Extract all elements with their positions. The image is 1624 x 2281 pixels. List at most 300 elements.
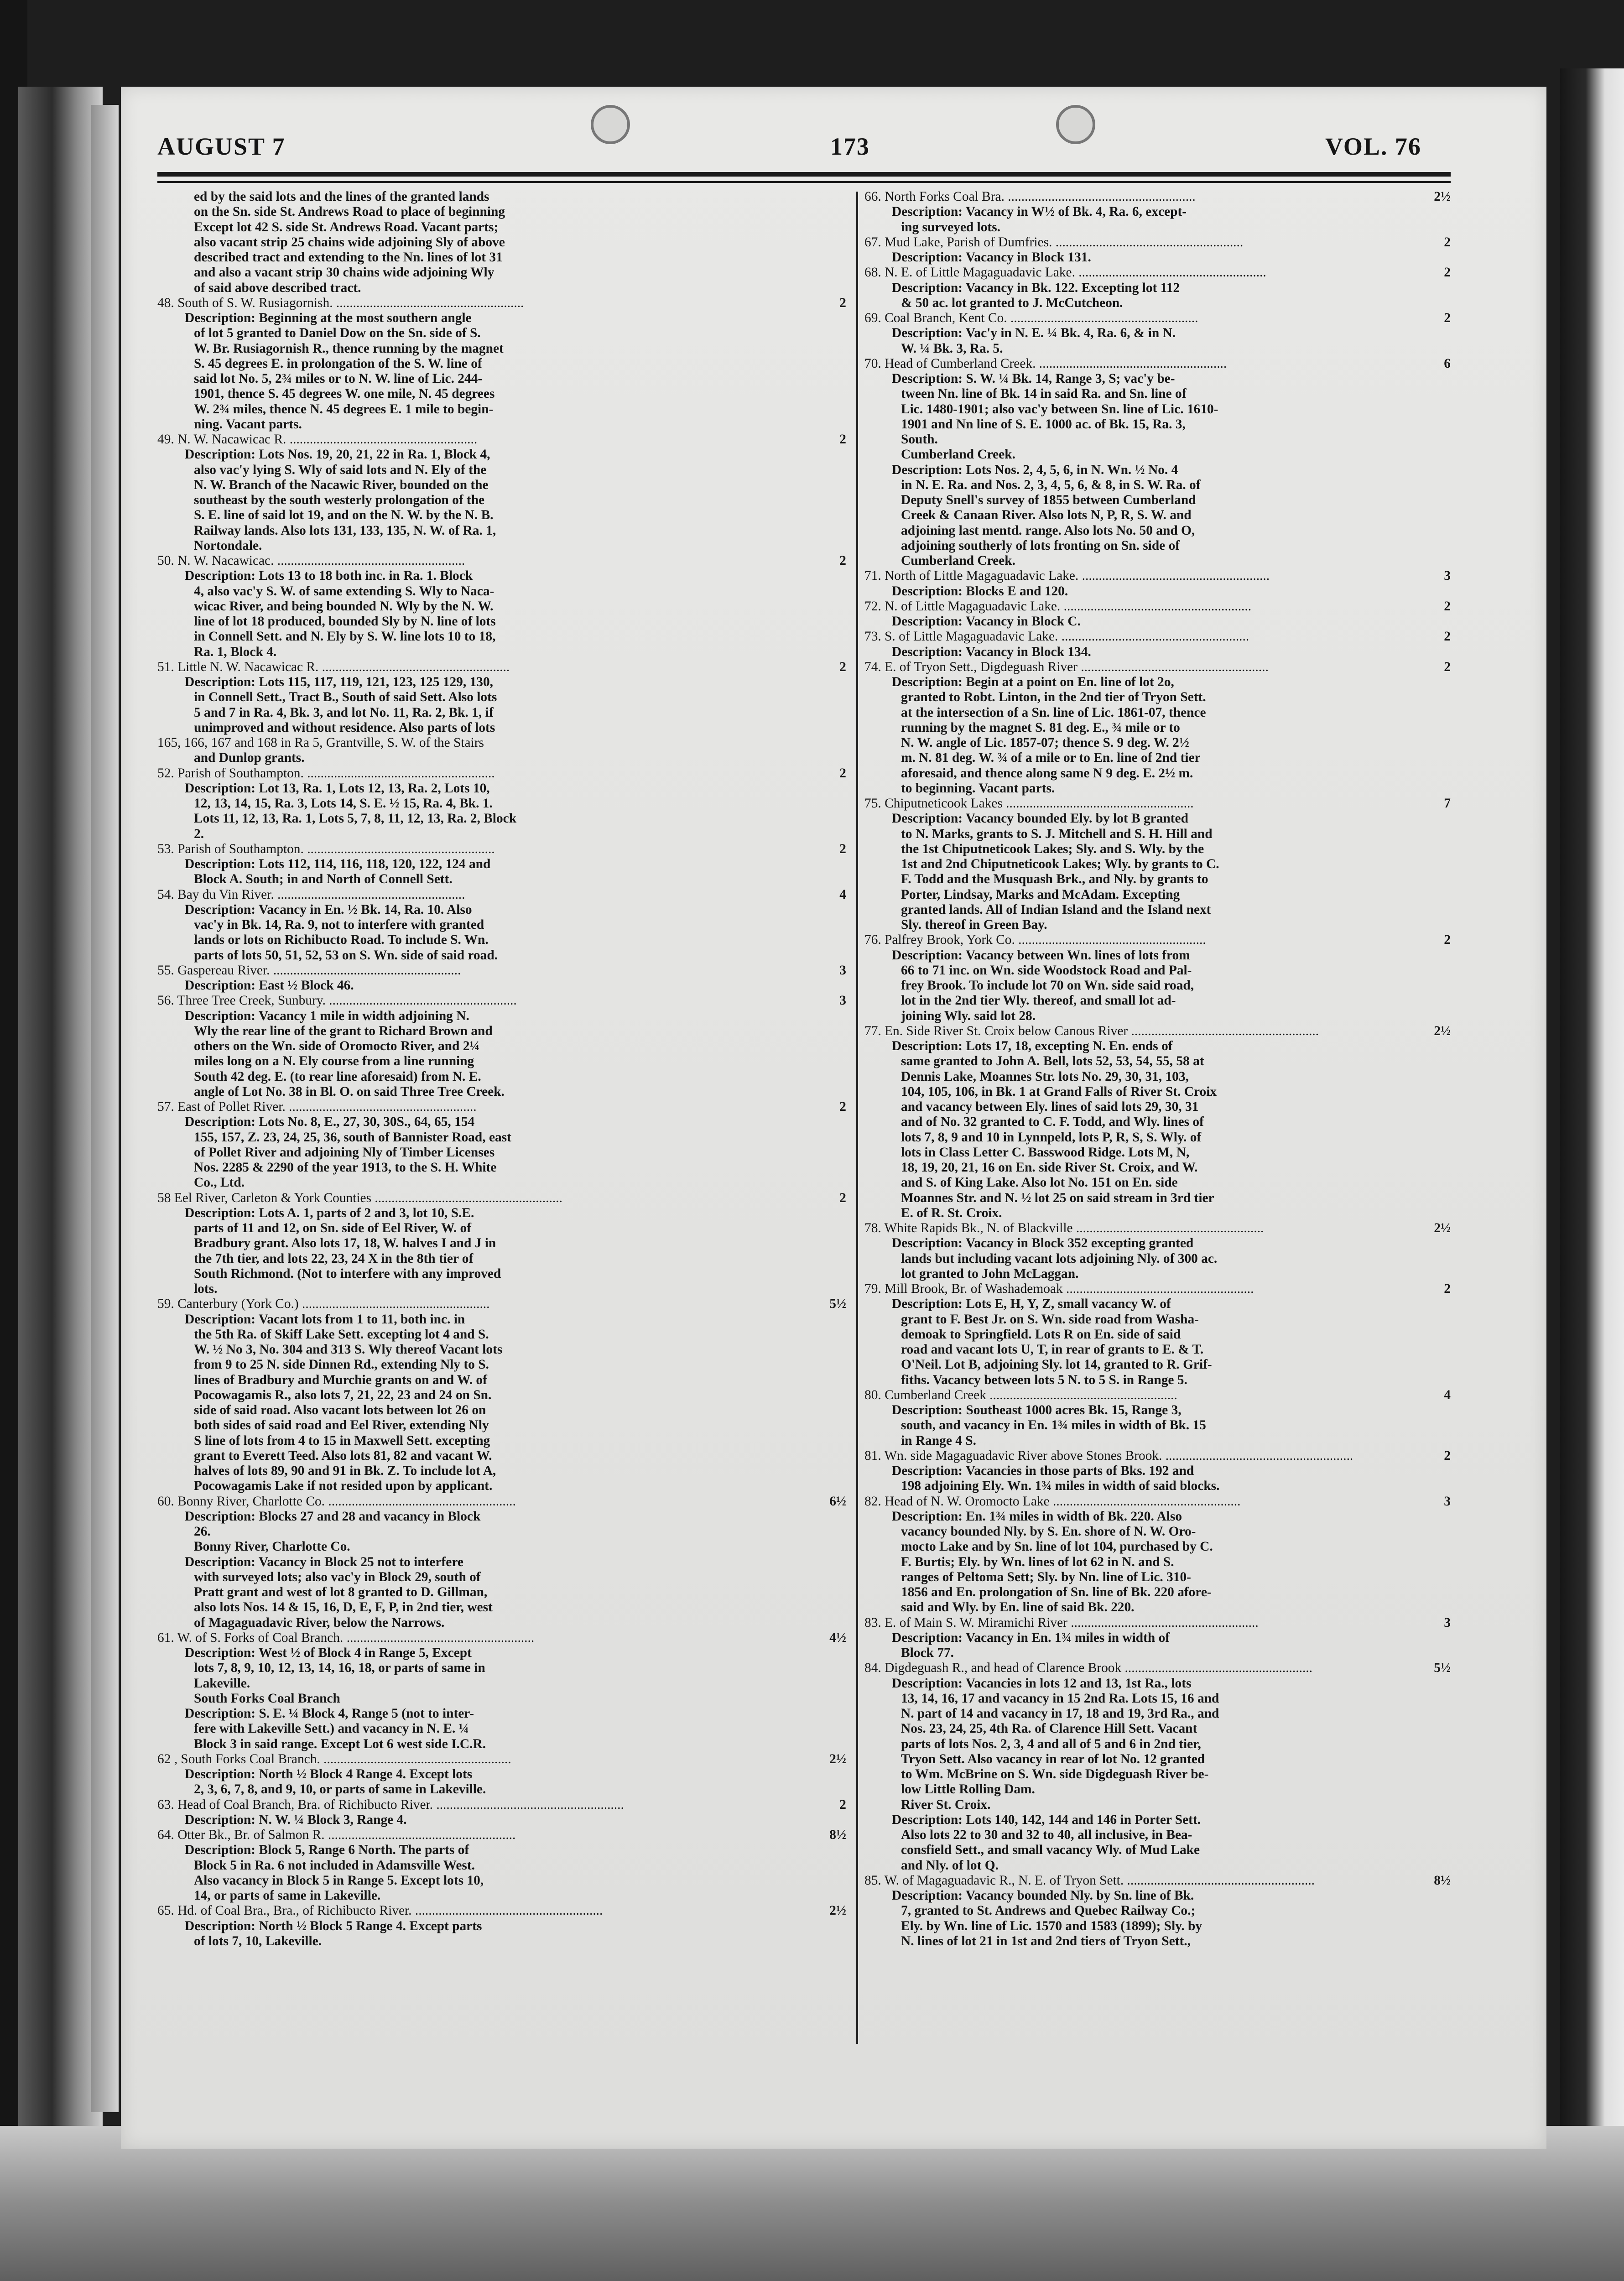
entry-text-line <box>864 1191 1451 1206</box>
line-text: 57. East of Pollet River. ........................................................ <box>157 1099 477 1114</box>
entry-text-line <box>864 1251 1451 1266</box>
line-text: 78. White Rapids Bk., N. of Blackville ........................................................ <box>864 1221 1264 1235</box>
entry-text-line <box>864 447 1451 462</box>
entry-heading-line <box>157 1828 846 1843</box>
line-text: to Wm. McBrine on S. Wn. side Digdeguash River be- <box>901 1767 1209 1781</box>
line-text: Description: Vac'y in N. E. ¼ Bk. 4, Ra. 6, & in N. <box>892 326 1176 341</box>
line-text: South 42 deg. E. (to rear line aforesaid) from N. E. <box>194 1069 481 1084</box>
line-text: Description: Lots Nos. 19, 20, 21, 22 in Ra. 1, Block 4, <box>185 447 490 462</box>
entry-text-line <box>864 538 1451 553</box>
entry-heading-line <box>864 1615 1451 1630</box>
entry-value: 2 <box>1444 599 1451 614</box>
line-text: Description: Lots 115, 117, 119, 121, 123, 125 129, 130, <box>185 675 493 689</box>
entry-text-line <box>157 1206 846 1221</box>
entry-text-line <box>864 296 1451 311</box>
line-text: 56. Three Tree Creek, Sunbury. ........................................................ <box>157 993 517 1008</box>
entry-text-line <box>864 1509 1451 1524</box>
entry-value: 2 <box>1444 265 1451 280</box>
line-text: 18, 19, 20, 21, 16 on En. side River St. Croix, and W. <box>901 1160 1198 1175</box>
entry-text-line <box>157 356 846 371</box>
line-text: Description: Vacancy in W½ of Bk. 4, Ra. 6, except- <box>892 204 1187 219</box>
entry-text-line <box>157 675 846 690</box>
entry-text-line <box>157 917 846 932</box>
line-text: road and vacant lots U, T, in rear of grants to E. & T. <box>901 1342 1204 1357</box>
entry-text-line <box>864 371 1451 386</box>
entry-text-line <box>157 1160 846 1175</box>
entry-text-line <box>157 1130 846 1145</box>
line-text: 52. Parish of Southampton. ........................................................ <box>157 766 495 781</box>
line-text: Also vacancy in Block 5 in Range 5. Except lots 10, <box>194 1873 484 1888</box>
entry-text-line <box>864 1676 1451 1691</box>
entry-text-line <box>157 1858 846 1873</box>
entry-heading-line <box>864 660 1451 675</box>
entry-text-line <box>864 1433 1451 1448</box>
entry-value: 6 <box>1444 356 1451 371</box>
line-text: Railway lands. Also lots 131, 133, 135, N. W. of Ra. 1, <box>194 523 496 538</box>
line-text: of Pollet River and adjoining Nly of Timber Licenses <box>194 1145 495 1160</box>
entry-text-line <box>157 796 846 811</box>
entry-value: 2 <box>1444 1281 1451 1296</box>
line-text: Description: Lots Nos. 2, 4, 5, 6, in N. Wn. ½ No. 4 <box>892 462 1178 477</box>
entry-text-line <box>864 1812 1451 1828</box>
line-text: halves of lots 89, 90 and 91 in Bk. Z. To include lot A, <box>194 1463 496 1478</box>
entry-text-line <box>864 1403 1451 1418</box>
line-text: from 9 to 25 N. side Dinnen Rd., extending Nly to S. <box>194 1357 489 1372</box>
line-text: 75. Chiputneticook Lakes ........................................................ <box>864 796 1194 811</box>
entry-text-line <box>157 827 846 842</box>
entry-text-line <box>157 493 846 508</box>
entry-text-line <box>864 1797 1451 1812</box>
line-text: of lots 7, 10, Lakeville. <box>194 1933 322 1948</box>
line-text: 54. Bay du Vin River. ........................................................ <box>157 887 465 902</box>
entry-text-line <box>157 1357 846 1372</box>
entry-value: 2 <box>1444 932 1451 948</box>
entry-text-line <box>157 1251 846 1266</box>
entry-text-line <box>864 1752 1451 1767</box>
line-text: lots 7, 8, 9 and 10 in Lynnpeld, lots P, R, S, S. Wly. of <box>901 1130 1202 1145</box>
line-text: lands but including vacant lots adjoining Nly. of 300 ac. <box>901 1251 1218 1266</box>
line-text: southeast by the south westerly prolongation of the <box>194 493 485 507</box>
entry-text-line <box>864 993 1451 1008</box>
entry-heading-line <box>157 1191 846 1206</box>
line-text: N. part of 14 and vacancy in 17, 18 and 19, 3rd Ra., and <box>901 1706 1219 1721</box>
entry-text-line <box>157 1039 846 1054</box>
line-text: and of No. 32 granted to C. F. Todd, and Wly. lines of <box>901 1114 1204 1130</box>
entry-text-line <box>864 978 1451 993</box>
entry-text-line <box>157 902 846 917</box>
line-text: Description: Vacancy in Block 352 excepting granted <box>892 1236 1194 1251</box>
line-text: Except lot 42 S. side St. Andrews Road. Vacant parts; <box>194 219 499 234</box>
entry-text-line <box>864 1570 1451 1585</box>
line-text: to N. Marks, grants to S. J. Mitchell and S. H. Hill and <box>901 826 1213 841</box>
line-text: Co., Ltd. <box>194 1175 245 1190</box>
entry-heading-line <box>864 629 1451 644</box>
line-text: 64. Otter Bk., Br. of Salmon R. ........................................................ <box>157 1828 516 1842</box>
line-text: Also lots 22 to 30 and 32 to 40, all inclusive, in Bea- <box>901 1828 1192 1842</box>
entry-value: 2 <box>839 295 846 310</box>
entry-heading-line <box>864 1388 1451 1403</box>
entry-value: 5½ <box>1434 1661 1451 1676</box>
line-text: Moannes Str. and N. ½ lot 25 on said stream in 3rd tier <box>901 1190 1214 1205</box>
entry-text-line <box>864 1524 1451 1539</box>
entry-value: 2½ <box>1434 1221 1451 1235</box>
line-text: said and Wly. by En. line of said Bk. 220. <box>901 1600 1135 1615</box>
entry-text-line <box>157 1706 846 1721</box>
entry-text-line <box>864 1327 1451 1342</box>
entry-text-line <box>157 978 846 993</box>
line-text: 4, also vac'y S. W. of same extending S. Wly to Naca- <box>194 583 494 599</box>
line-text: Cumberland Creek. <box>901 553 1015 568</box>
entry-text-line <box>864 1084 1451 1099</box>
entry-text-line <box>157 1873 846 1888</box>
line-text: F. Todd and the Musquash Brk., and Nly. by grants to <box>901 872 1208 887</box>
line-text: lines of Bradbury and Murchie grants on and W. of <box>194 1372 487 1387</box>
line-text: 59. Canterbury (York Co.) ........................................................ <box>157 1297 490 1312</box>
entry-text-line <box>157 1281 846 1297</box>
entry-text-line <box>157 204 846 219</box>
line-text: the 7th tier, and lots 22, 23, 24 X in the 8th tier of <box>194 1251 474 1266</box>
entry-value: 2½ <box>829 1751 846 1766</box>
entry-text-line <box>157 1114 846 1130</box>
entry-text-line <box>157 1767 846 1782</box>
line-text: 165, 166, 167 and 168 in Ra 5, Grantville, S. W. of the Stairs <box>157 735 484 750</box>
entry-text-line <box>157 1236 846 1251</box>
entry-text-line <box>157 750 846 766</box>
entry-text-line <box>157 1221 846 1236</box>
line-text: granted to Robt. Linton, in the 2nd tier of Tryon Sett. <box>901 690 1206 705</box>
entry-text-line <box>157 1403 846 1418</box>
line-text: 13, 14, 16, 17 and vacancy in 15 2nd Ra. Lots 15, 16 and <box>901 1691 1219 1706</box>
entry-text-line <box>864 675 1451 690</box>
entry-text-line <box>157 811 846 826</box>
line-text: Description: Lots A. 1, parts of 2 and 3, lot 10, S.E. <box>185 1205 474 1220</box>
line-text: 49. N. W. Nacawicac R. ........................................................ <box>157 432 478 447</box>
entry-value: 4 <box>1444 1387 1451 1402</box>
line-text: 12, 13, 14, 15, Ra. 3, Lots 14, S. E. ½ 15, Ra. 4, Bk. 1. <box>194 796 493 811</box>
line-text: 61. W. of S. Forks of Coal Branch. ........................................................ <box>157 1630 535 1645</box>
entry-heading-line <box>157 296 846 311</box>
line-text: m. N. 81 deg. W. ¾ of a mile or to En. line of 2nd tier <box>901 750 1201 766</box>
entry-text-line <box>864 811 1451 826</box>
entry-text-line <box>157 1312 846 1327</box>
entry-text-line <box>157 645 846 660</box>
entry-text-line <box>157 1069 846 1084</box>
entry-text-line <box>157 1934 846 1949</box>
line-text: 81. Wn. side Magaguadavic River above Stones Brook. ........................................................ <box>864 1448 1353 1463</box>
entry-value: 2 <box>839 1099 846 1114</box>
entry-text-line <box>157 1084 846 1099</box>
line-text: Description: Vacancy between Wn. lines of lots from <box>892 948 1190 963</box>
line-text: of lot 5 granted to Daniel Dow on the Sn. side of S. <box>194 326 481 341</box>
entry-text-line <box>864 1373 1451 1388</box>
line-text: 198 adjoining Ely. Wn. 1¾ miles in width of said blocks. <box>901 1479 1220 1494</box>
right-column <box>864 189 1451 1949</box>
line-text: 1st and 2nd Chiputneticook Lakes; Wly. by grants to C. <box>901 857 1219 871</box>
entry-text-line <box>864 857 1451 872</box>
line-text: Description: Lots 13 to 18 both inc. in Ra. 1. Block <box>185 568 473 583</box>
line-text: in N. E. Ra. and Nos. 2, 3, 4, 5, 6, & 8, in S. W. Ra. of <box>901 477 1201 492</box>
entry-text-line <box>864 1555 1451 1570</box>
binder-hole <box>591 105 630 144</box>
line-text: and Nly. of lot Q. <box>901 1858 999 1873</box>
line-text: 69. Coal Branch, Kent Co. ........................................................ <box>864 311 1198 325</box>
entry-text-line <box>157 690 846 705</box>
entry-text-line <box>864 1706 1451 1721</box>
line-text: tween Nn. line of Bk. 14 in said Ra. and Sn. line of <box>901 386 1187 401</box>
entry-text-line <box>864 281 1451 296</box>
entry-text-line <box>864 584 1451 599</box>
entry-text-line <box>864 1843 1451 1858</box>
entry-text-line <box>864 1630 1451 1646</box>
entry-text-line <box>157 1463 846 1479</box>
line-text: Block A. South; in and North of Connell Sett. <box>194 872 453 887</box>
line-text: in Connell Sett., Tract B., South of said Sett. Also lots <box>194 690 497 705</box>
line-text: south, and vacancy in En. 1¾ miles in width of Bk. 15 <box>901 1418 1206 1433</box>
line-text: ed by the said lots and the lines of the granted lands <box>194 189 489 204</box>
entry-text-line <box>157 220 846 235</box>
entry-text-line <box>864 1312 1451 1327</box>
desk-surface <box>0 2126 1624 2281</box>
binder-hole <box>1056 105 1095 144</box>
line-text: lands or lots on Richibucto Road. To include S. Wn. <box>194 932 489 948</box>
entry-text-line <box>864 1114 1451 1130</box>
line-text: 155, 157, Z. 23, 24, 25, 36, south of Bannister Road, east <box>194 1130 511 1145</box>
line-text: 104, 105, 106, in Bk. 1 at Grand Falls of River St. Croix <box>901 1084 1217 1099</box>
entry-text-line <box>864 1418 1451 1433</box>
line-text: O'Neil. Lot B, adjoining Sly. lot 14, granted to R. Grif- <box>901 1357 1212 1372</box>
entry-text-line <box>864 1054 1451 1069</box>
line-text: unimproved and without residence. Also parts of lots <box>194 720 495 735</box>
entry-text-line <box>864 1236 1451 1251</box>
line-text: Description: Vacancy 1 mile in width adjoining N. <box>185 1008 469 1023</box>
line-text: Deputy Snell's survey of 1855 between Cumberland <box>901 493 1196 507</box>
line-text: Bonny River, Charlotte Co. <box>194 1539 350 1554</box>
entry-heading-line <box>864 1024 1451 1039</box>
line-text: Nos. 23, 24, 25, 4th Ra. of Clarence Hill Sett. Vacant <box>901 1721 1197 1736</box>
line-text: described tract and extending to the Nn. lines of lot 31 <box>194 250 503 265</box>
line-text: Ely. by Wn. line of Lic. 1570 and 1583 (1899); Sly. by <box>901 1918 1202 1933</box>
entry-text-line <box>864 1297 1451 1312</box>
line-text: Ra. 1, Block 4. <box>194 644 277 659</box>
line-text: consfield Sett., and small vacancy Wly. of Mud Lake <box>901 1843 1200 1858</box>
entry-text-line <box>864 1858 1451 1873</box>
entry-value: 2 <box>839 432 846 447</box>
entry-value: 2 <box>839 553 846 568</box>
line-text: 74. E. of Tryon Sett., Digdeguash River ........................................................ <box>864 659 1269 674</box>
entry-text-line <box>864 1646 1451 1661</box>
line-text: Description: Lots E, H, Y, Z, small vacancy W. of <box>892 1297 1171 1312</box>
line-text: in Range 4 S. <box>901 1433 976 1448</box>
entry-text-line <box>864 417 1451 432</box>
line-text: demoak to Springfield. Lots R on En. side of said <box>901 1327 1181 1342</box>
entry-value: 8½ <box>829 1828 846 1842</box>
entry-text-line <box>157 1145 846 1160</box>
entry-text-line <box>157 1737 846 1752</box>
entry-text-line <box>157 584 846 599</box>
entry-text-line <box>864 1266 1451 1281</box>
entry-text-line <box>864 766 1451 781</box>
line-text: South. <box>901 432 938 447</box>
line-text: on the Sn. side St. Andrews Road to place of beginning <box>194 204 505 219</box>
line-text: frey Brook. To include lot 70 on Wn. side said road, <box>901 978 1194 993</box>
entry-text-line <box>864 220 1451 235</box>
line-text: Sly. thereof in Green Bay. <box>901 917 1047 932</box>
entry-text-line <box>864 1539 1451 1554</box>
entry-text-line <box>157 1539 846 1554</box>
entry-heading-line <box>157 1630 846 1646</box>
entry-text-line <box>864 1160 1451 1175</box>
page-edge-left <box>91 105 119 2112</box>
entry-text-line <box>157 932 846 948</box>
entry-text-line <box>157 1054 846 1069</box>
entry-text-line <box>864 1600 1451 1615</box>
entry-text-line <box>864 614 1451 629</box>
entry-value: 3 <box>1444 1494 1451 1509</box>
entry-text-line <box>864 1099 1451 1114</box>
line-text: South Forks Coal Branch <box>194 1691 340 1706</box>
line-text: Tryon Sett. Also vacancy in rear of lot No. 12 granted <box>901 1751 1205 1766</box>
line-text: Pocowagamis Lake if not resided upon by applicant. <box>194 1479 493 1494</box>
entry-text-line <box>157 1782 846 1797</box>
entry-heading-line <box>157 842 846 857</box>
line-text: 72. N. of Little Magaguadavic Lake. ........................................................ <box>864 599 1252 614</box>
entry-text-line <box>157 1388 846 1403</box>
entry-text-line <box>864 508 1451 523</box>
line-text: Lic. 1480-1901; also vac'y between Sn. line of Lic. 1610- <box>901 401 1218 417</box>
line-text: W. ½ No 3, No. 304 and 313 S. Wly thereof Vacant lots <box>194 1342 503 1357</box>
line-text: Description: Vacancy in Block 134. <box>892 644 1091 659</box>
entry-heading-line <box>157 963 846 978</box>
line-text: 73. S. of Little Magaguadavic Lake. ........................................................ <box>864 629 1249 644</box>
line-text: same granted to John A. Bell, lots 52, 53, 54, 55, 58 at <box>901 1054 1204 1069</box>
entry-text-line <box>157 599 846 614</box>
line-text: vacancy bounded Nly. by S. En. shore of N. W. Oro- <box>901 1524 1196 1539</box>
entry-text-line <box>157 265 846 280</box>
entry-heading-line <box>157 553 846 568</box>
line-text: Description: Vacancy in Block 131. <box>892 250 1091 265</box>
line-text: line of lot 18 produced, bounded Sly by N. line of lots <box>194 614 496 629</box>
entry-text-line <box>864 1145 1451 1160</box>
line-text: W. ¼ Bk. 3, Ra. 5. <box>901 341 1003 356</box>
line-text: Cumberland Creek. <box>901 447 1015 462</box>
entry-heading-line <box>864 1448 1451 1463</box>
entry-text-line <box>864 204 1451 219</box>
entry-text-line <box>157 1175 846 1190</box>
entry-text-line <box>864 842 1451 857</box>
line-text: 60. Bonny River, Charlotte Co. ........................................................ <box>157 1494 516 1509</box>
line-text: S line of lots from 4 to 15 in Maxwell Sett. excepting <box>194 1433 490 1448</box>
entry-text-line <box>157 311 846 326</box>
line-text: Porter, Lindsay, Marks and McAdam. Excepting <box>901 887 1180 902</box>
entry-heading-line <box>864 1661 1451 1676</box>
entry-text-line <box>864 326 1451 341</box>
line-text: 66 to 71 inc. on Wn. side Woodstock Road and Pal- <box>901 963 1192 978</box>
entry-text-line <box>157 508 846 523</box>
entry-text-line <box>864 887 1451 902</box>
entry-text-line <box>157 463 846 478</box>
entry-text-line <box>864 1828 1451 1843</box>
line-text: low Little Rolling Dam. <box>901 1782 1035 1797</box>
line-text: ing surveyed lots. <box>901 219 1000 234</box>
entry-text-line <box>864 1782 1451 1797</box>
line-text: N. W. angle of Lic. 1857-07; thence S. 9 deg. W. 2½ <box>901 735 1189 750</box>
line-text: adjoining last mentd. range. Also lots No. 50 and O, <box>901 523 1195 538</box>
line-text: Description: Vacancies in those parts of Bks. 192 and <box>892 1463 1194 1478</box>
entry-value: 4 <box>839 887 846 902</box>
entry-text-line <box>157 568 846 583</box>
line-text: Description: Beginning at the most southern angle <box>185 311 472 325</box>
header-date: AUGUST 7 <box>157 133 286 160</box>
entry-text-line <box>864 902 1451 917</box>
line-text: Lakeville. <box>194 1676 250 1691</box>
line-text: ranges of Peltoma Sett; Sly. by Nn. line of Lic. 310- <box>901 1569 1191 1584</box>
entry-value: 2 <box>1444 1448 1451 1463</box>
entry-value: 3 <box>1444 568 1451 583</box>
entry-text-line <box>157 1342 846 1357</box>
entry-heading-line <box>864 265 1451 280</box>
line-text: said lot No. 5, 2¾ miles or to N. W. line of Lic. 244- <box>194 371 483 386</box>
line-text: Description: East ½ Block 46. <box>185 978 354 993</box>
line-text: Description: West ½ of Block 4 in Range 5, Except <box>185 1646 472 1660</box>
line-text: W. 2¾ miles, thence N. 45 degrees E. 1 mile to begin- <box>194 401 494 417</box>
entry-text-line <box>157 1555 846 1570</box>
entry-heading-line <box>864 796 1451 811</box>
entry-text-line <box>864 341 1451 356</box>
line-text: F. Burtis; Ely. by Wn. lines of lot 62 in N. and S. <box>901 1554 1174 1569</box>
line-text: Description: Lots No. 8, E., 27, 30, 30S., 64, 65, 154 <box>185 1114 475 1130</box>
line-text: Description: Begin at a point on En. line of lot 2o, <box>892 675 1174 689</box>
entry-value: 2 <box>839 1190 846 1205</box>
line-text: 82. Head of N. W. Oromocto Lake ........................................................ <box>864 1494 1241 1509</box>
page-stack-right <box>1560 68 1624 2144</box>
entry-text-line <box>157 1812 846 1828</box>
line-text: of Magaguadavic River, below the Narrows. <box>194 1615 445 1630</box>
entry-heading-line <box>864 311 1451 326</box>
line-text: Pratt grant and west of lot 8 granted to D. Gillman, <box>194 1585 488 1599</box>
entry-text-line <box>864 1888 1451 1903</box>
line-text: Description: Lots 17, 18, excepting N. En. ends of <box>892 1039 1173 1053</box>
line-text: 48. South of S. W. Rusiagornish. ........................................................ <box>157 295 524 310</box>
entry-value: 8½ <box>1434 1873 1451 1888</box>
entry-value: 6½ <box>829 1494 846 1509</box>
line-text: Wly the rear line of the grant to Richard Brown and <box>194 1023 493 1038</box>
line-text: Block 3 in said range. Except Lot 6 west side I.C.R. <box>194 1736 486 1751</box>
line-text: ning. Vacant parts. <box>194 417 302 432</box>
line-text: also lots Nos. 14 & 15, 16, D, E, F, P, in 2nd tier, west <box>194 1600 493 1615</box>
line-text: 76. Palfrey Brook, York Co. ........................................................ <box>864 932 1206 948</box>
header-page-number: 173 <box>830 133 870 160</box>
entry-text-line <box>864 1357 1451 1372</box>
entry-text-line <box>157 857 846 872</box>
entry-value: 2 <box>839 841 846 856</box>
entry-value: 2 <box>839 659 846 674</box>
line-text: S. 45 degrees E. in prolongation of the S. W. line of <box>194 356 482 371</box>
entry-value: 3 <box>1444 1615 1451 1630</box>
line-text: and S. of King Lake. Also lot No. 151 on En. side <box>901 1175 1178 1190</box>
entry-heading-line <box>864 1494 1451 1509</box>
entry-text-line <box>157 1373 846 1388</box>
entry-text-line <box>157 614 846 629</box>
line-text: of said above described tract. <box>194 280 361 295</box>
line-text: 7, granted to St. Andrews and Quebec Railway Co.; <box>901 1903 1196 1918</box>
entry-heading-line <box>864 189 1451 204</box>
entry-text-line <box>864 1767 1451 1782</box>
entry-text-line <box>864 1737 1451 1752</box>
entry-text-line <box>864 872 1451 887</box>
entry-heading-line <box>157 1494 846 1509</box>
line-text: also vac'y lying S. Wly of said lots and N. Ely of the <box>194 462 487 477</box>
line-text: 62 , South Forks Coal Branch. ........................................................ <box>157 1751 511 1766</box>
